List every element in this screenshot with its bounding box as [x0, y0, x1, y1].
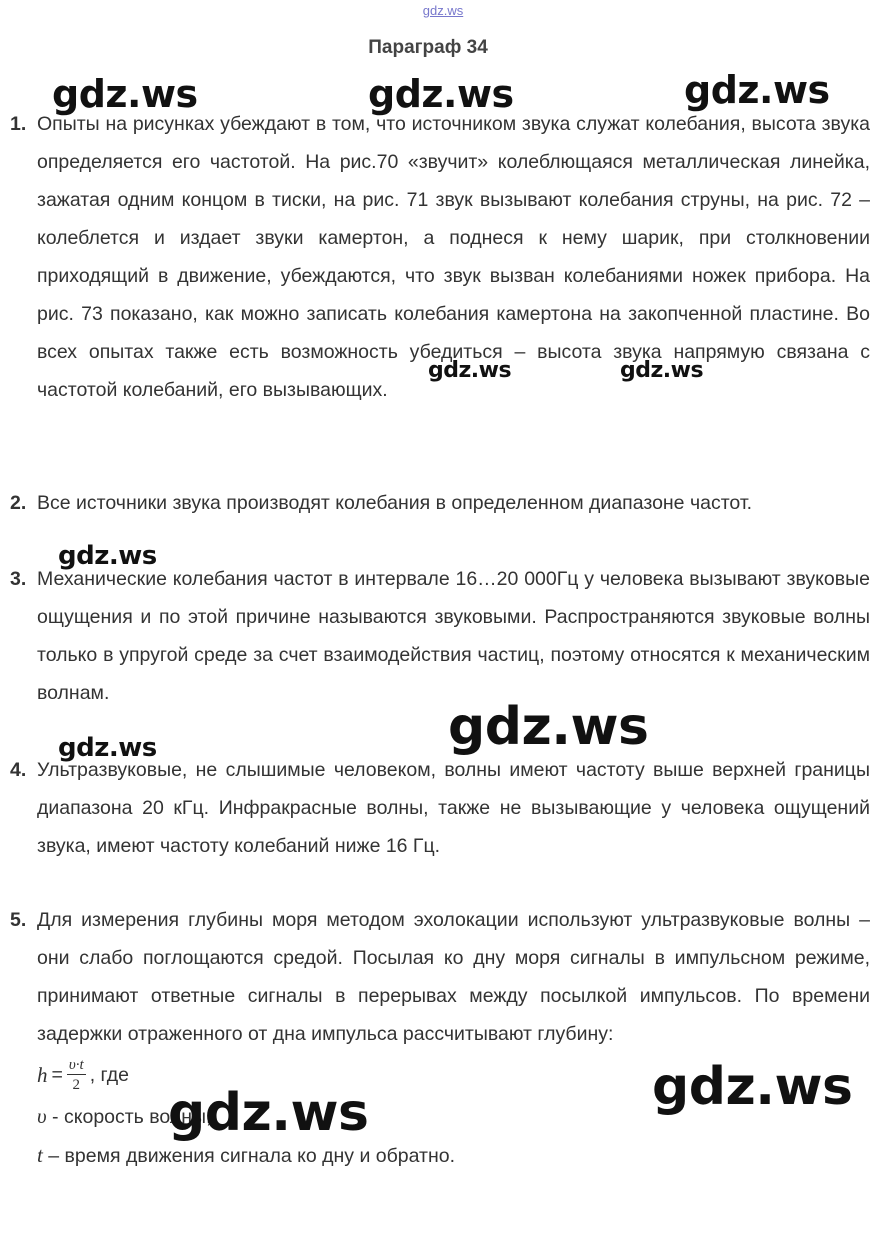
watermark: gdz.ws [58, 733, 157, 763]
item-text: Опыты на рисунках убеждают в том, что источником звука служат колебания, высота звука определяется его частотой. На рис.70 «звучит» колеблющаяся металлическая линейка, зажатая одним концом в тиски, на рис. 71 звук вызывают колебания струны, на рис. 72 – колеблется и издает звуки камертон, а поднеся к нему шарик, при столкновении приходящий в движение, убеждаются, что звук вызван колебаниями ножек прибора. На рис. 73 показано, как можно записать колебания камертона на закопченной пластине. Во всех опытах также есть возможность убедиться – высота звука напрямую связана с частотой колебаний, его вызывающих. [37, 113, 870, 401]
item-number: 3. [10, 568, 27, 590]
formula-denominator: 2 [72, 1077, 81, 1093]
formula-fraction [67, 1057, 86, 1093]
item-number: 1. [10, 113, 27, 135]
formula-suffix: , где [89, 1064, 129, 1086]
definition-time [37, 1136, 870, 1175]
watermark: gdz.ws [58, 541, 157, 571]
item-number: 2. [10, 492, 27, 514]
item-text: Механические колебания частот в интервале 16…20 000Гц у человека вызывают звуковые ощущения и по этой причине называются звуковыми. Распространяются звуковые волны только в упругой среде за счет взаимодействия частиц, поэтому относятся к механическим волнам. [37, 568, 870, 704]
list-item [10, 751, 870, 865]
watermark: gdz.ws [620, 358, 704, 383]
definition-text: – время движения сигнала ко дну и обратно. [42, 1145, 456, 1167]
item-text: Ультразвуковые, не слышимые человеком, волны имеют частоту выше верхней границы диапазона 20 кГц. Инфракрасные волны, также не вызывающие у человека ощущений звука, имеют частоту колебаний ниже 16 Гц. [37, 759, 870, 857]
page-title: Параграф 34 [368, 37, 488, 58]
watermark: gdz.ws [448, 697, 649, 757]
item-number: 4. [10, 759, 27, 781]
definition-symbol: t [37, 1143, 43, 1167]
formula-numerator: υ·t [68, 1057, 84, 1073]
definition-text: - скорость волны; [46, 1106, 212, 1128]
site-link[interactable]: gdz.ws [422, 3, 464, 18]
watermark: gdz.ws [368, 72, 514, 116]
item-text: Для измерения глубины моря методом эхолокации используют ультразвуковые волны – они слабо поглощаются средой. Посылая ко дну моря сигналы в импульсном режиме, принимают ответные сигналы в перерывах между посылкой импульсов. По времени задержки отраженного от дна импульса рассчитывают глубину: [37, 909, 870, 1045]
watermark: gdz.ws [168, 1083, 369, 1143]
watermark: gdz.ws [428, 358, 512, 383]
watermark: gdz.ws [652, 1057, 853, 1117]
item-number: 5. [10, 909, 27, 931]
definition-symbol: υ [37, 1104, 47, 1128]
formula-equals: = [51, 1064, 63, 1086]
formula-lhs: h [37, 1063, 48, 1087]
watermark: gdz.ws [52, 72, 198, 116]
list-item [10, 901, 870, 1175]
list-item [10, 560, 870, 712]
list-item [10, 484, 870, 522]
watermark: gdz.ws [684, 68, 830, 112]
item-text: Все источники звука производят колебания в определенном диапазоне частот. [37, 492, 753, 514]
